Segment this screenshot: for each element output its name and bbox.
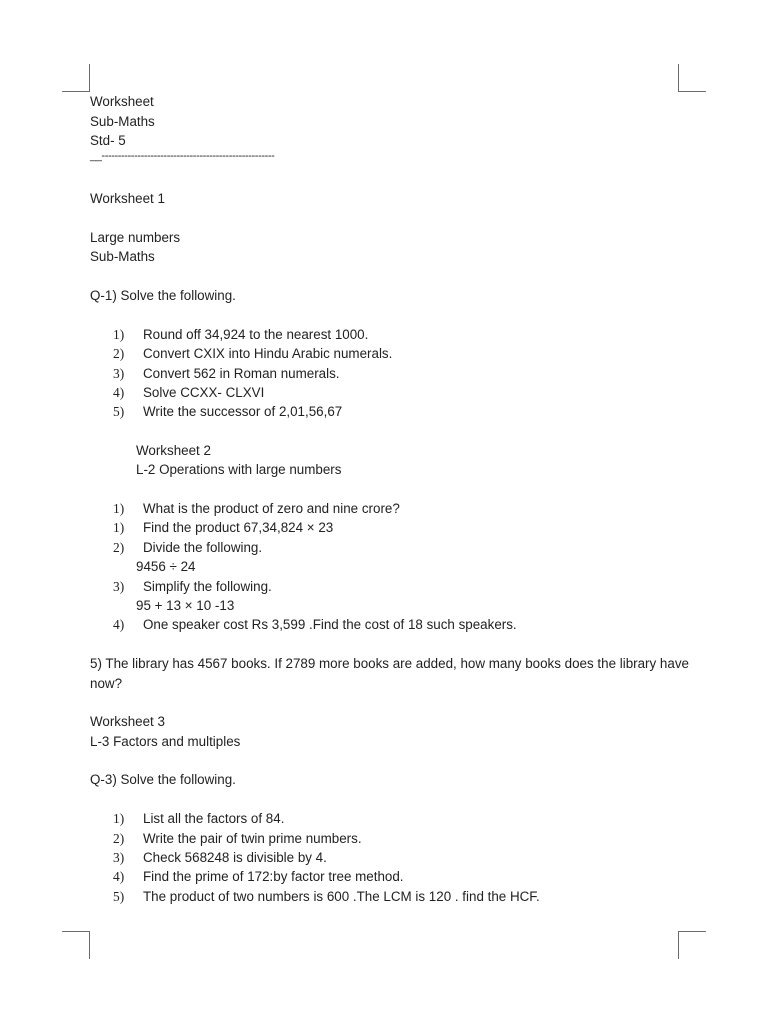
list-text: Check 568248 is divisible by 4. [143,850,327,865]
list-number: 5) [113,404,125,419]
list-number: 4) [113,617,125,632]
ws1-title: Worksheet 1 [90,191,165,206]
ws2-question-5: 5) The library has 4567 books. If 2789 more books are added, how many books does the library have now? [90,656,689,691]
list-text: Solve CCXX- CLXVI [143,385,265,400]
ws1-question: Q-1) Solve the following. [90,288,236,303]
list-text: The product of two numbers is 600 .The LCM is 120 . find the HCF. [143,889,540,904]
list-number: 5) [113,889,125,904]
list-number: 1) [113,520,125,535]
list-number: 4) [113,385,125,400]
ws3-title: Worksheet 3 [90,714,165,729]
ws1-subject: Sub-Maths [90,249,155,264]
list-text: Write the successor of 2,01,56,67 [143,404,343,419]
ws2-title: Worksheet 2 [136,443,211,458]
list-text: List all the factors of 84. [143,811,285,826]
separator-line: __----------------------------------------------------- [90,150,275,162]
document-title: Worksheet [90,94,154,109]
subject-label: Sub-Maths [90,114,155,129]
list-text: One speaker cost Rs 3,599 .Find the cost of 18 such speakers. [143,617,517,632]
standard-label: Std- 5 [90,133,126,148]
list-text: Round off 34,924 to the nearest 1000. [143,327,369,342]
ws3-question: Q-3) Solve the following. [90,772,236,787]
list-text: Convert 562 in Roman numerals. [143,366,340,381]
list-text: Find the product 67,34,824 × 23 [143,520,334,535]
list-number: 1) [113,501,125,516]
list-text: 95 + 13 × 10 -13 [136,598,235,613]
list-text: Find the prime of 172:by factor tree method. [143,869,404,884]
list-number: 4) [113,869,125,884]
list-text: Simplify the following. [143,579,272,594]
list-text: Write the pair of twin prime numbers. [143,831,362,846]
list-text: What is the product of zero and nine crore? [143,501,400,516]
list-number: 2) [113,540,125,555]
list-number: 3) [113,579,125,594]
list-number: 1) [113,811,125,826]
ws3-topic: L-3 Factors and multiples [90,734,241,749]
list-number: 3) [113,850,125,865]
list-text: 9456 ÷ 24 [136,559,196,574]
list-number: 2) [113,346,125,361]
list-number: 3) [113,366,125,381]
list-number: 2) [113,831,125,846]
ws1-topic: Large numbers [90,230,181,245]
ws2-topic: L-2 Operations with large numbers [136,462,342,477]
list-number: 1) [113,327,125,342]
list-text: Convert CXIX into Hindu Arabic numerals. [143,346,393,361]
list-text: Divide the following. [143,540,263,555]
